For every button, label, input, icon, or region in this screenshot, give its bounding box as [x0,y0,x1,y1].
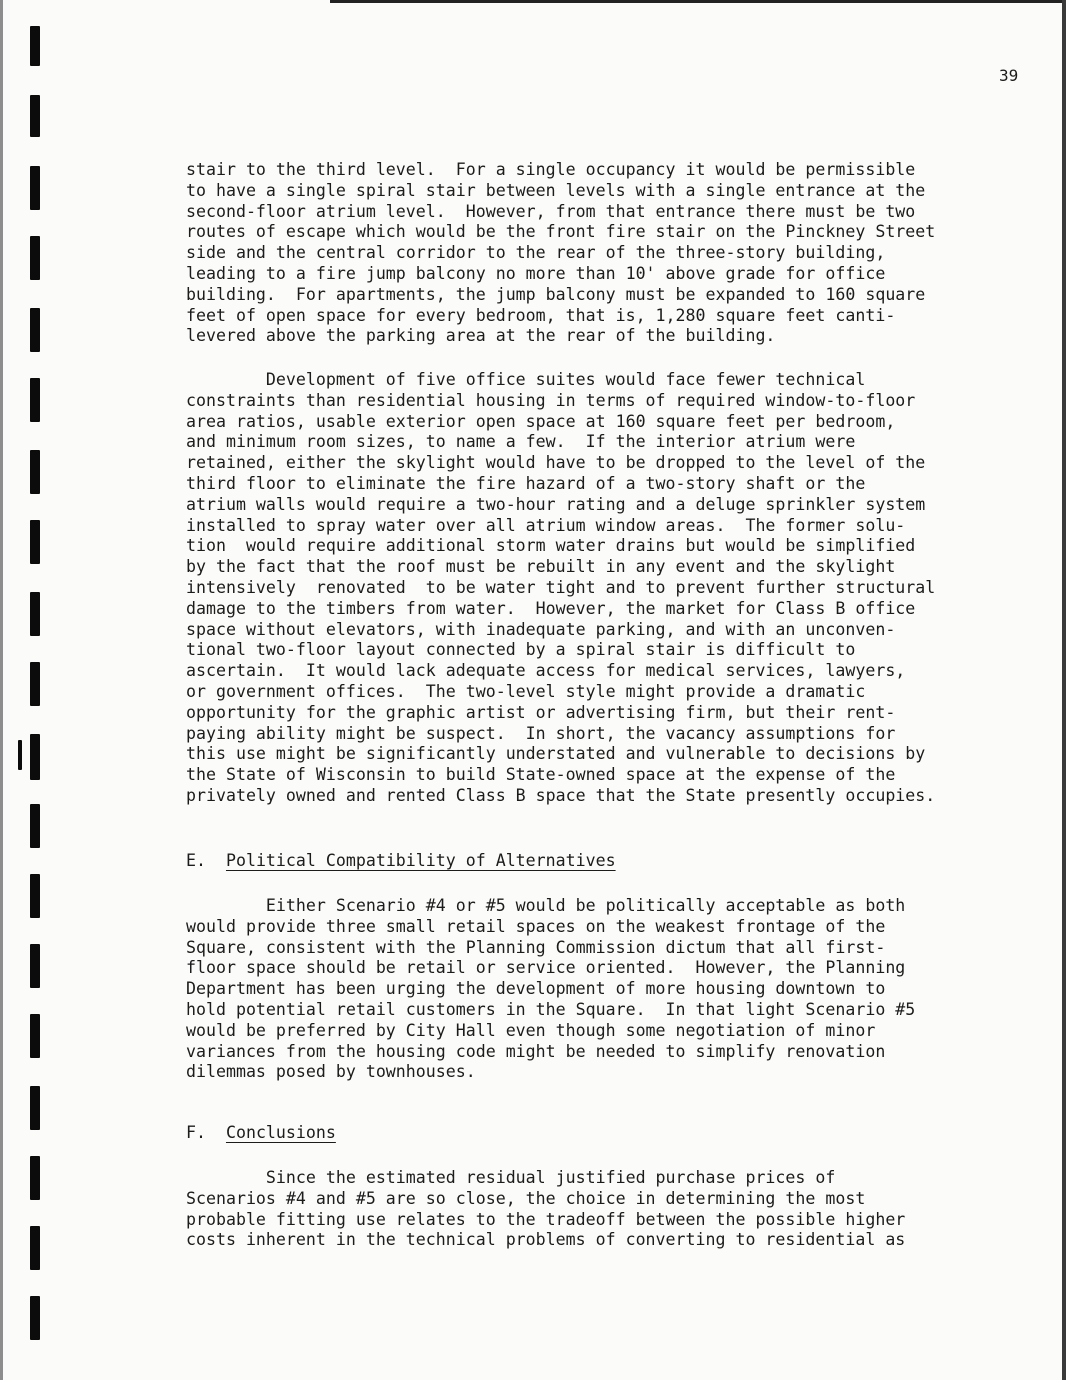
text-line: costs inherent in the technical problems of converting to residential as [186,1230,906,1250]
binding-hole-mark [30,1226,40,1270]
text-line: Development of five office suites would face fewer technical [186,370,866,389]
text-line: retained, either the skylight would have to be dropped to the level of the [186,453,926,473]
text-line: constraints than residential housing in terms of required window-to-floor [186,390,916,410]
binding-hole-mark [30,520,40,564]
text-line: damage to the timbers from water. However, the market for Class B office [186,598,916,618]
binding-hole-mark [18,740,22,770]
text-line: building. For apartments, the jump balcony must be expanded to 160 square [186,284,926,304]
section-e-letter: E. [186,851,206,870]
section-f-heading [186,1123,986,1144]
text-line: privately owned and rented Class B space that the State presently occupies. [186,785,936,805]
text-line: opportunity for the graphic artist or advertising firm, but their rent- [186,702,896,722]
binding-hole-mark [30,1014,40,1058]
text-line: third floor to eliminate the fire hazard of a two-story shaft or the [186,473,866,493]
text-line: tion would require additional storm water drains but would be simplified [186,536,916,556]
binding-hole-mark [30,450,40,494]
text-line: Scenarios #4 and #5 are so close, the choice in determining the most [186,1188,866,1208]
binding-hole-mark [30,944,40,988]
text-line: tional two-floor layout connected by a spiral stair is difficult to [186,640,856,660]
top-edge-rule [330,0,1066,3]
text-line: probable fitting use relates to the tradeoff between the possible higher [186,1209,906,1229]
text-line: by the fact that the roof must be rebuilt in any event and the skylight [186,557,896,577]
binding-hole-mark [30,308,40,352]
binding-hole-mark [30,1156,40,1200]
text-line: stair to the third level. For a single occupancy it would be permissible [186,160,916,179]
continuation-paragraph [186,160,986,347]
section-e-title: Political Compatibility of Alternatives [225,851,616,870]
text-line: routes of escape which would be the front fire stair on the Pinckney Street [186,222,936,242]
text-line: space without elevators, with inadequate parking, and with an unconven- [186,619,896,639]
text-line: Either Scenario #4 or #5 would be politically acceptable as both [186,896,906,915]
right-page-edge [1062,0,1066,1380]
text-line: floor space should be retail or service oriented. However, the Planning [186,958,906,978]
left-binding-edge [0,0,3,1380]
section-f-letter: F. [186,1123,206,1142]
text-line: hold potential retail customers in the Square. In that light Scenario #5 [186,999,916,1019]
binding-hole-mark [30,874,40,918]
section-f-title: Conclusions [225,1123,336,1142]
text-line: second-floor atrium level. However, from that entrance there must be two [186,201,916,221]
text-line: feet of open space for every bedroom, that is, 1,280 square feet canti- [186,305,896,325]
binding-hole-mark [30,378,40,422]
text-line: this use might be significantly understated and vulnerable to decisions by [186,744,926,764]
binding-hole-mark [30,1086,40,1130]
text-line: would provide three small retail spaces on the weakest frontage of the [186,916,886,936]
text-line: ascertain. It would lack adequate access for medical services, lawyers, [186,661,906,681]
text-line: the State of Wisconsin to build State-owned space at the expense of the [186,765,896,785]
binding-hole-mark [30,26,40,66]
text-line: Department has been urging the development of more housing downtown to [186,979,886,999]
binding-hole-mark [30,95,40,137]
page-number: 39 [999,66,1019,85]
text-line: intensively renovated to be water tight and to prevent further structural [186,577,936,597]
section-e-heading [186,851,986,872]
text-line: to have a single spiral stair between levels with a single entrance at the [186,180,926,200]
binding-hole-mark [30,592,40,636]
binding-hole-mark [30,662,40,706]
binding-hole-mark [30,166,40,210]
section-f-paragraph [186,1168,986,1251]
text-line: dilemmas posed by townhouses. [186,1062,476,1082]
text-line: and minimum room sizes, to name a few. If the interior atrium were [186,432,856,452]
text-line: Since the estimated residual justified purchase prices of [186,1168,836,1187]
text-line: levered above the parking area at the rear of the building. [186,326,776,346]
text-line: Square, consistent with the Planning Commission dictum that all first- [186,937,886,957]
binding-hole-mark [30,1296,40,1340]
text-line: would be preferred by City Hall even though some negotiation of minor [186,1020,876,1040]
text-line: installed to spray water over all atrium window areas. The former solu- [186,515,906,535]
text-line: side and the central corridor to the rear of the three-story building, [186,243,886,263]
text-line: variances from the housing code might be needed to simplify renovation [186,1041,886,1061]
text-line: leading to a fire jump balcony no more than 10' above grade for office [186,263,886,283]
text-line: area ratios, usable exterior open space at 160 square feet per bedroom, [186,411,896,431]
section-e-paragraph [186,896,986,1083]
binding-hole-mark [30,236,40,280]
text-line: paying ability might be suspect. In short, the vacancy assumptions for [186,723,896,743]
office-paragraph [186,370,986,807]
text-line: or government offices. The two-level style might provide a dramatic [186,681,866,701]
text-line: atrium walls would require a two-hour rating and a deluge sprinkler system [186,494,926,514]
binding-hole-mark [30,734,40,780]
binding-hole-mark [30,804,40,848]
